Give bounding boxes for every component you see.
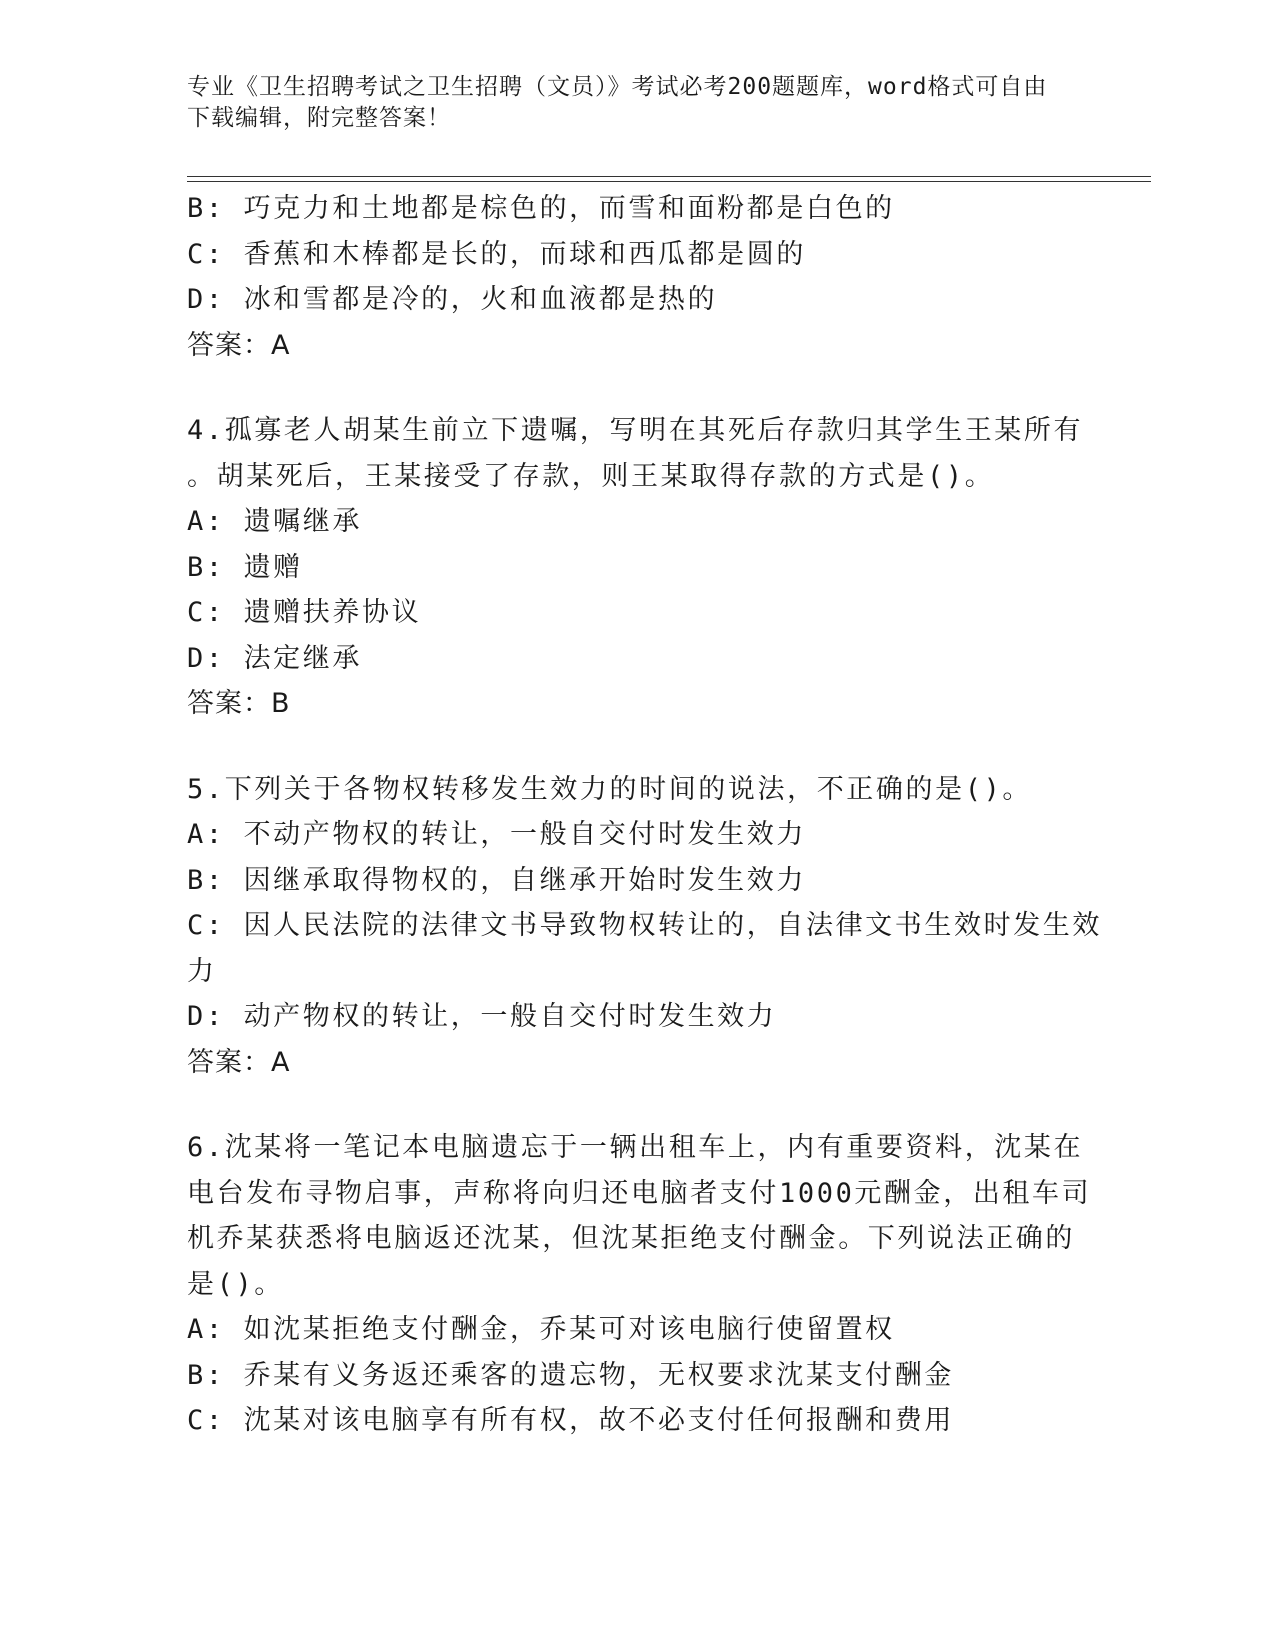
option-c: C: 遗赠扶养协议 xyxy=(187,597,422,628)
option-c: C: 香蕉和木棒都是长的，而球和西瓜都是圆的 xyxy=(187,238,806,270)
question-6 xyxy=(187,1125,1092,1444)
option-a: A: 遗嘱继承 xyxy=(187,506,362,537)
page-header xyxy=(187,72,1067,134)
question-stem: 是()。 xyxy=(187,1268,284,1300)
question-3-tail xyxy=(187,186,1087,368)
answer: 答案：A xyxy=(187,329,291,361)
answer: 答案：B xyxy=(187,688,291,719)
question-stem: 5.下列关于各物权转移发生效力的时间的说法，不正确的是()。 xyxy=(187,773,1033,805)
option-b: B: 因继承取得物权的，自继承开始时发生效力 xyxy=(187,864,806,896)
option-b: B: 巧克力和土地都是棕色的，而雪和面粉都是白色的 xyxy=(187,193,895,224)
question-stem: 4.孤寡老人胡某生前立下遗嘱，写明在其死后存款归其学生王某所有 xyxy=(187,415,1084,446)
spacer xyxy=(187,1085,1087,1125)
question-stem: 机乔某获悉将电脑返还沈某，但沈某拒绝支付酬金。下列说法正确的 xyxy=(187,1223,1075,1254)
header-divider xyxy=(187,176,1151,182)
option-c: C: 沈某对该电脑享有所有权，故不必支付任何报酬和费用 xyxy=(187,1405,954,1436)
spacer xyxy=(187,727,1087,767)
question-4 xyxy=(187,408,1087,727)
question-5 xyxy=(187,767,1102,1086)
option-d: D: 动产物权的转让，一般自交付时发生效力 xyxy=(187,1001,777,1032)
document-title: 专业《卫生招聘考试之卫生招聘（文员）》考试必考200题题库，word格式可自由下载编辑，附完整答案！ xyxy=(187,74,1048,131)
option-b: B: 乔某有义务返还乘客的遗忘物，无权要求沈某支付酬金 xyxy=(187,1359,954,1391)
question-stem: 。胡某死后，王某接受了存款，则王某取得存款的方式是()。 xyxy=(187,460,995,492)
option-c-continued: 力 xyxy=(187,955,217,987)
option-b: B: 遗赠 xyxy=(187,551,303,583)
spacer xyxy=(187,368,1087,408)
question-stem: 6.沈某将一笔记本电脑遗忘于一辆出租车上，内有重要资料，沈某在 xyxy=(187,1132,1084,1163)
question-stem: 电台发布寻物启事，声称将向归还电脑者支付1000元酬金，出租车司 xyxy=(187,1177,1092,1209)
option-a: A: 如沈某拒绝支付酬金，乔某可对该电脑行使留置权 xyxy=(187,1314,895,1345)
option-a: A: 不动产物权的转让，一般自交付时发生效力 xyxy=(187,819,806,850)
option-d: D: 法定继承 xyxy=(187,642,362,674)
answer: 答案：A xyxy=(187,1046,291,1078)
option-d: D: 冰和雪都是冷的，火和血液都是热的 xyxy=(187,284,718,315)
option-c: C: 因人民法院的法律文书导致物权转让的，自法律文书生效时发生效 xyxy=(187,910,1102,941)
question-content xyxy=(187,186,1102,1444)
